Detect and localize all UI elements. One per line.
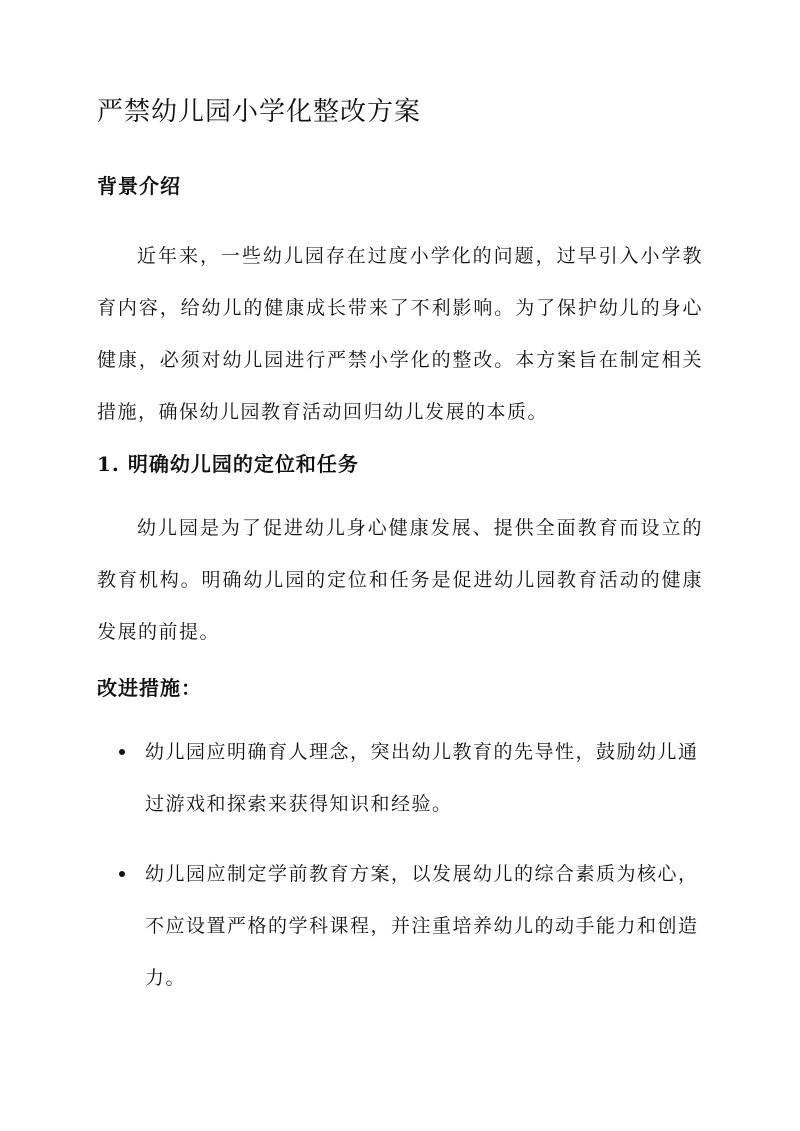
section-heading-measures: 改进措施： <box>97 676 202 700</box>
bullet-icon <box>119 871 125 877</box>
section-heading-background: 背景介绍 <box>97 174 181 198</box>
list-item-text: 幼儿园应明确育人理念，突出幼儿教育的先导性，鼓励幼儿通过游戏和探索来获得知识和经验。 <box>145 741 699 815</box>
document-title: 严禁幼儿园小学化整改方案 <box>97 97 422 127</box>
section-heading-positioning: 1. 明确幼儿园的定位和任务 <box>97 452 359 476</box>
positioning-paragraph: 幼儿园是为了促进幼儿身心健康发展、提供全面教育而设立的教育机构。明确幼儿园的定位和任务是促进幼儿园教育活动的健康发展的前提。 <box>97 517 703 643</box>
list-item <box>97 848 703 1004</box>
list-item-text: 幼儿园应制定学前教育方案，以发展幼儿的综合素质为核心，不应设置严格的学科课程，并注重培养幼儿的动手能力和创造力。 <box>145 863 699 989</box>
background-paragraph: 近年来，一些幼儿园存在过度小学化的问题，过早引入小学教育内容，给幼儿的健康成长带来了不利影响。为了保护幼儿的身心健康，必须对幼儿园进行严禁小学化的整改。本方案旨在制定相关措施，确保幼儿园教育活动回归幼儿发展的本质。 <box>97 245 703 423</box>
measures-list <box>97 726 703 1022</box>
bullet-icon <box>119 749 125 755</box>
list-item <box>97 726 703 830</box>
